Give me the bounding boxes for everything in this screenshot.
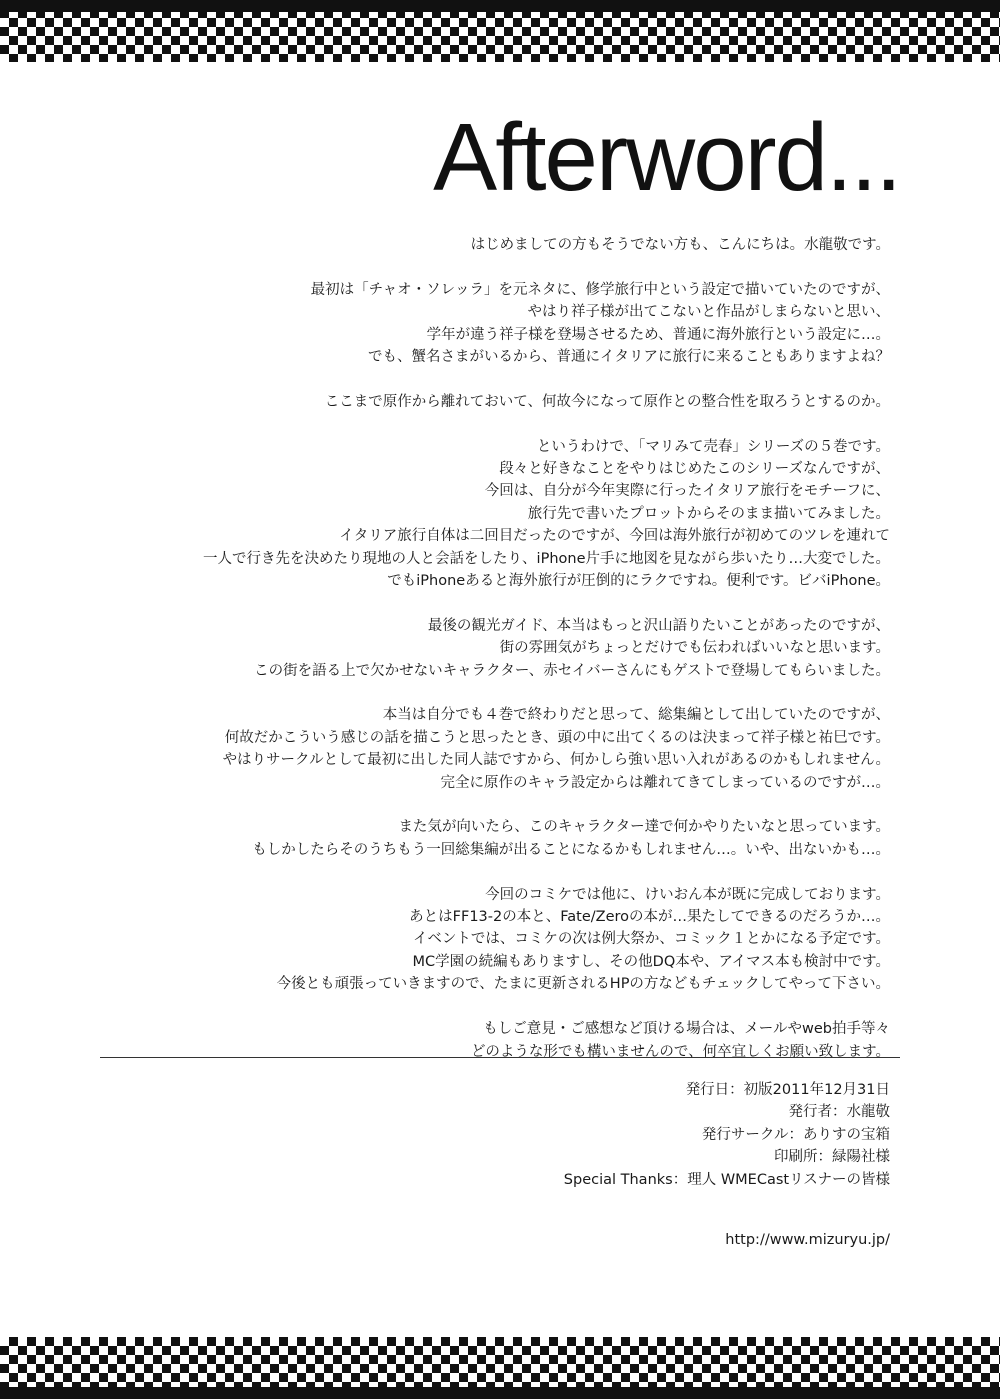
paragraph-line: でもiPhoneあると海外旅行が圧倒的にラクですね。便利です。ビバiPhone。 <box>387 573 890 590</box>
paragraph-line: 段々と好きなことをやりはじめたこのシリーズなんですが、 <box>499 461 890 478</box>
paragraph-line: でも、蟹名さまがいるから、普通にイタリアに旅行に来ることもありますよね？ <box>368 349 890 366</box>
paragraph <box>90 816 890 861</box>
paragraph-line: 一人で行き先を決めたり現地の人と会話をしたり、iPhone片手に地図を見ながら歩いたり…大変でした。 <box>203 550 890 567</box>
divider <box>100 1057 900 1058</box>
colophon-circle: 発行サークル：ありすの宝箱 <box>701 1126 890 1143</box>
paragraph <box>90 391 890 413</box>
paragraph-line: ここまで原作から離れておいて、何故今になって原作との整合性を取ろうとするのか。 <box>324 393 890 410</box>
paragraph-line: 今回のコミケでは他に、けいおん本が既に完成しております。 <box>485 886 890 903</box>
colophon <box>564 1079 890 1191</box>
paragraph-line: 何故だかこういう感じの話を描こうと思ったとき、頭の中に出てくるのは決まって祥子様と祐巳です。 <box>224 729 890 746</box>
paragraph-line: イベントでは、コミケの次は例大祭か、コミック１とかになる予定です。 <box>412 931 890 948</box>
paragraph-line: 本当は自分でも４巻で終わりだと思って、総集編として出していたのですが、 <box>382 707 890 724</box>
paragraph-line: 学年が違う祥子様を登場させるため、普通に海外旅行という設定に…。 <box>426 326 890 343</box>
paragraph-line: 今回は、自分が今年実際に行ったイタリア旅行をモチーフに、 <box>484 483 890 500</box>
paragraph <box>90 234 890 256</box>
paragraph-line: 最後の観光ガイド、本当はもっと沢山語りたいことがあったのですが、 <box>427 617 890 634</box>
paragraph <box>90 279 890 369</box>
paragraph-line: もしご意見・ご感想など頂ける場合は、メールやweb拍手等々 <box>483 1021 890 1038</box>
paragraph-line: 街の雰囲気がちょっとだけでも伝わればいいなと思います。 <box>499 640 890 657</box>
colophon-issue-date: 発行日：初版2011年12月31日 <box>685 1082 890 1098</box>
paragraph-line: MC学園の続編もありますし、その他DQ本や、アイマス本も検討中です。 <box>412 953 890 970</box>
colophon-publisher: 発行者：水龍敬 <box>788 1104 890 1121</box>
paragraph-line: どのような形でも構いませんので、何卒宜しくお願い致します。 <box>470 1043 890 1060</box>
paragraph-line: やはり祥子様が出てこないと作品がしまらないと思い、 <box>527 304 890 321</box>
paragraph <box>90 704 890 794</box>
paragraph-line: 最初は「チャオ・ソレッラ」を元ネタに、修学旅行中という設定で描いていたのですが、 <box>310 281 890 298</box>
top-checker-border <box>0 0 1000 62</box>
colophon-thanks: Special Thanks：理人 WMECastリスナーの皆様 <box>563 1171 890 1188</box>
paragraph-line: やはりサークルとして最初に出した同人誌ですから、何かしら強い思い入れがあるのかもしれません。 <box>222 752 890 769</box>
bottom-checker-border <box>0 1337 1000 1399</box>
paragraph <box>90 615 890 682</box>
colophon-printer: 印刷所：緑陽社様 <box>774 1149 890 1166</box>
paragraph-line: イタリア旅行自体は二回目だったのですが、今回は海外旅行が初めてのツレを連れて <box>339 528 890 545</box>
afterword-body <box>90 234 890 1085</box>
paragraph-line: あとはFF13-2の本と、Fate/Zeroの本が…果たしてできるのだろうか…。 <box>409 909 890 926</box>
paragraph-line: 今後とも頑張っていきますので、たまに更新されるHPの方などもチェックしてやって下さい。 <box>276 976 890 993</box>
paragraph-line: この街を語る上で欠かせないキャラクター、赤セイバーさんにもゲストで登場してもらいました。 <box>254 662 890 679</box>
paragraph-line: はじめましての方もそうでない方も、こんにちは。水龍敬です。 <box>470 237 890 253</box>
paragraph-line: 旅行先で書いたプロットからそのまま描いてみました。 <box>527 505 890 522</box>
paragraph-line: また気が向いたら、このキャラクター達で何かやりたいなと思っています。 <box>398 819 890 836</box>
page-title: Afterword... <box>433 104 900 211</box>
paragraph-line: というわけで、「マリみて売春」シリーズの５巻です。 <box>536 438 890 455</box>
paragraph <box>90 436 890 593</box>
website-url: http://www.mizuryu.jp/ <box>725 1232 890 1248</box>
paragraph-line: 完全に原作のキャラ設定からは離れてきてしまっているのですが…。 <box>440 774 890 791</box>
paragraph <box>90 884 890 996</box>
paragraph-line: もしかしたらそのうちもう一回総集編が出ることになるかもしれません…。いや、出ないかも…。 <box>252 841 890 858</box>
